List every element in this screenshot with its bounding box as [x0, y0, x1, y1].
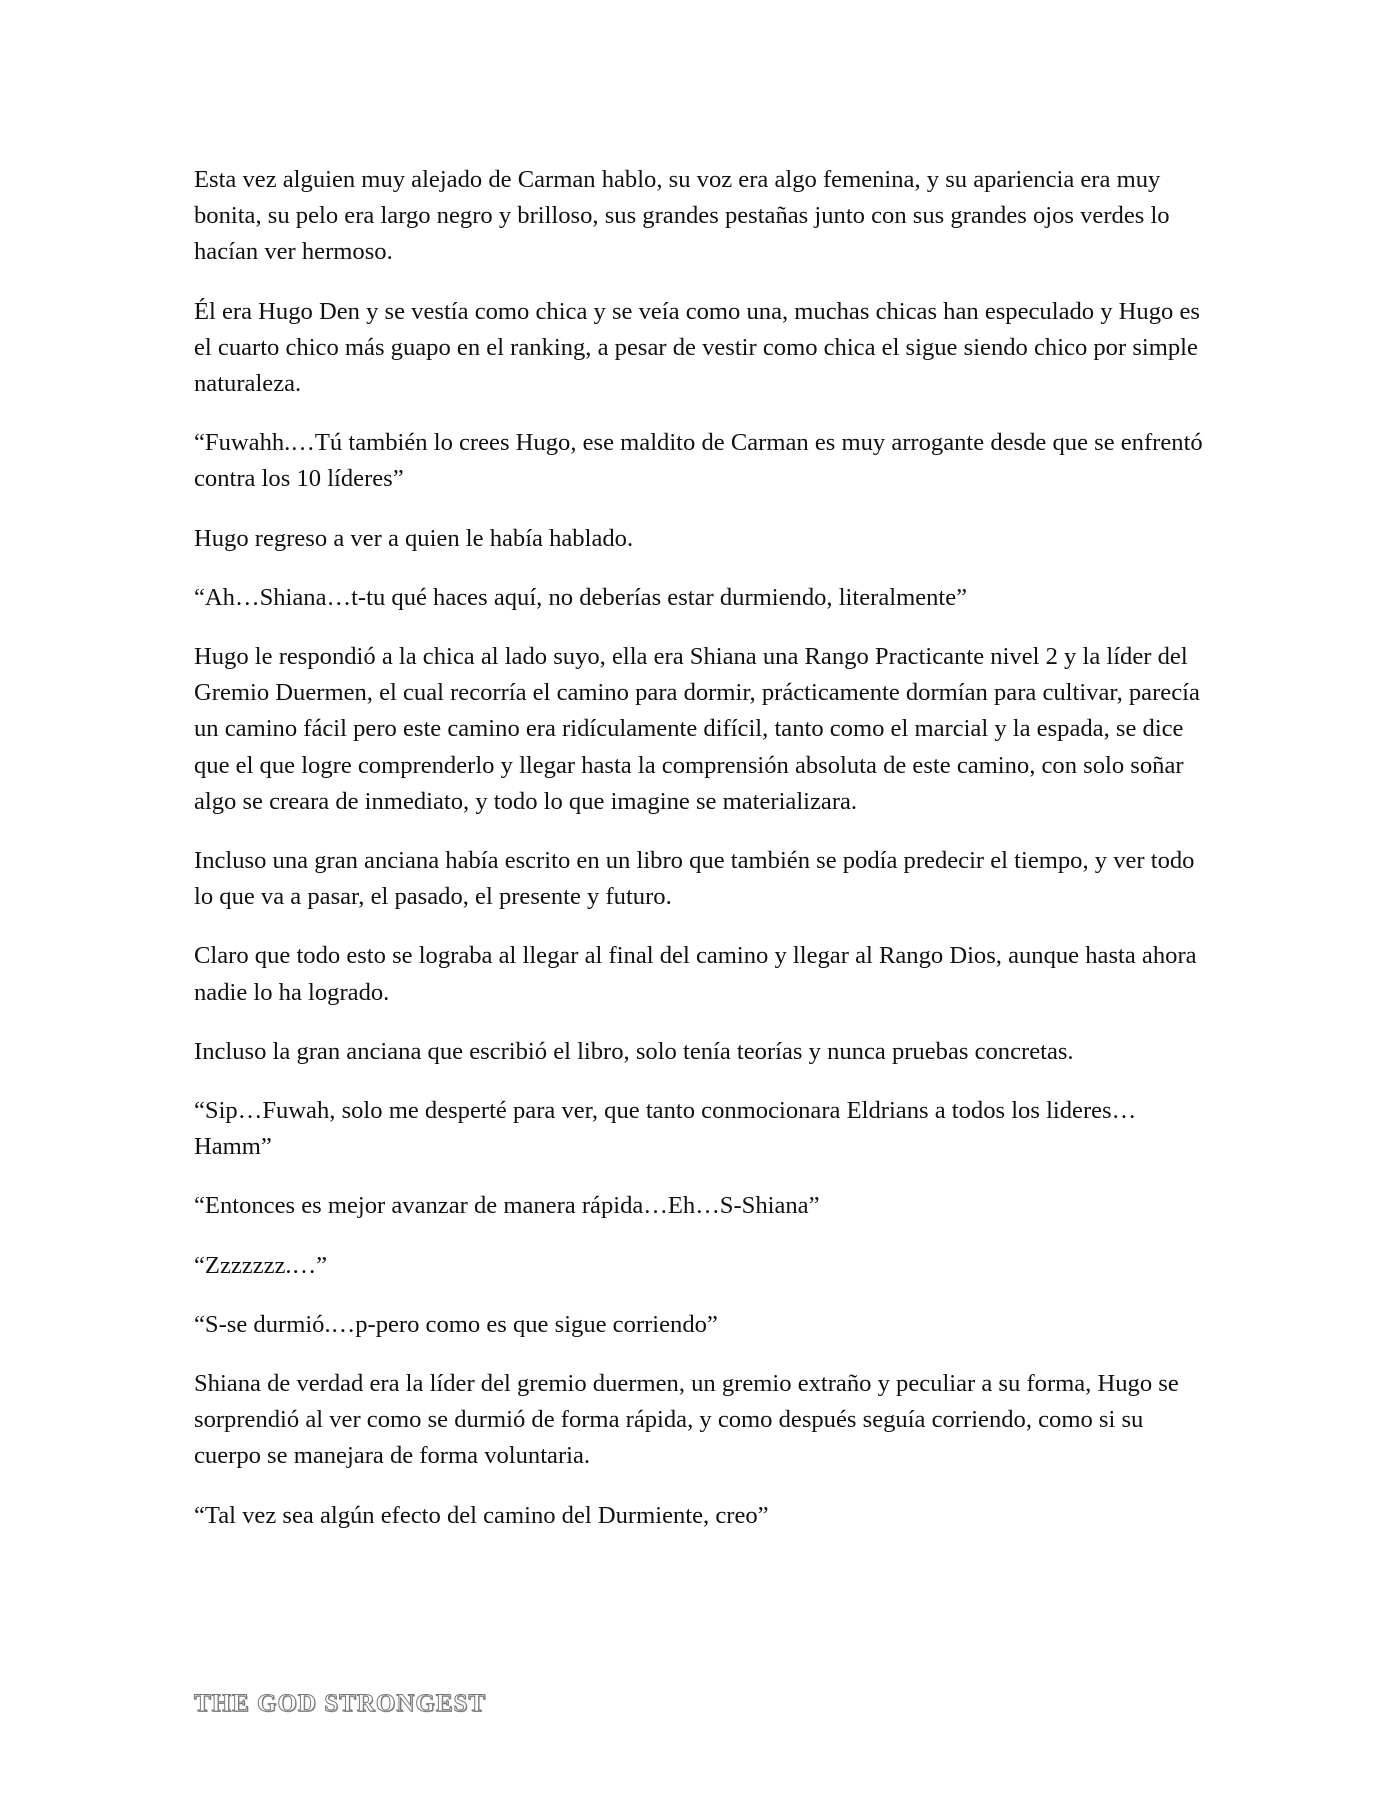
paragraph-6: Hugo le respondió a la chica al lado suyo, ella era Shiana una Rango Practicante nivel 2 y la líder del Gremio Duermen, el cual recorría el camino para dormir, prácticamente dormían para cultivar, parecía un camino fácil pero este camino era ridículamente difícil, tanto como el marcial y la espada, se dice que el que logre comprenderlo y llegar hasta la comprensión absoluta de este camino, con solo soñar algo se creara de inmediato, y todo lo que imagine se materializara. — [194, 643, 1200, 815]
paragraph-14: Shiana de verdad era la líder del gremio duermen, un gremio extraño y peculiar a su forma, Hugo se sorprendió al ver como se durmió de forma rápida, y como después seguía corriendo, como si su cuerpo se manejara de forma voluntaria. — [194, 1370, 1179, 1470]
story-text — [194, 162, 1214, 1557]
paragraph-10: “Sip…Fuwah, solo me desperté para ver, que tanto conmocionara Eldrians a todos los lideres…Hamm” — [194, 1097, 1137, 1161]
paragraph-8: Claro que todo esto se lograba al llegar al final del camino y llegar al Rango Dios, aunque hasta ahora nadie lo ha logrado. — [194, 942, 1197, 1006]
paragraph-1: Esta vez alguien muy alejado de Carman hablo, su voz era algo femenina, y su apariencia era muy bonita, su pelo era largo negro y brilloso, sus grandes pestañas junto con sus grandes ojos verdes lo hacían ver hermoso. — [194, 166, 1170, 266]
paragraph-11: “Entonces es mejor avanzar de manera rápida…Eh…S-Shiana” — [194, 1192, 820, 1220]
paragraph-12: “Zzzzzzz.…” — [194, 1251, 328, 1279]
paragraph-5: “Ah…Shiana…t-tu qué haces aquí, no deberías estar durmiendo, literalmente” — [194, 583, 968, 611]
paragraph-2: Él era Hugo Den y se vestía como chica y se veía como una, muchas chicas han especulado y Hugo es el cuarto chico más guapo en el ranking, a pesar de vestir como chica el sigue siendo chico por simple naturaleza. — [194, 297, 1200, 398]
paragraph-15: “Tal vez sea algún efecto del camino del Durmiente, creo” — [194, 1501, 769, 1529]
paragraph-9: Incluso la gran anciana que escribió el libro, solo tenía teorías y nunca pruebas concretas. — [194, 1037, 1074, 1065]
paragraph-13: “S-se durmió.…p-pero como es que sigue corriendo” — [194, 1310, 718, 1338]
paragraph-3: “Fuwahh.…Tú también lo crees Hugo, ese maldito de Carman es muy arrogante desde que se enfrentó contra los 10 líderes” — [194, 429, 1203, 493]
paragraph-7: Incluso una gran anciana había escrito en un libro que también se podía predecir el tiempo, y ver todo lo que va a pasar, el pasado, el presente y futuro. — [194, 847, 1195, 911]
paragraph-4: Hugo regreso a ver a quien le había hablado. — [194, 524, 634, 552]
footer-watermark: THE GOD STRONGEST — [194, 1690, 487, 1717]
